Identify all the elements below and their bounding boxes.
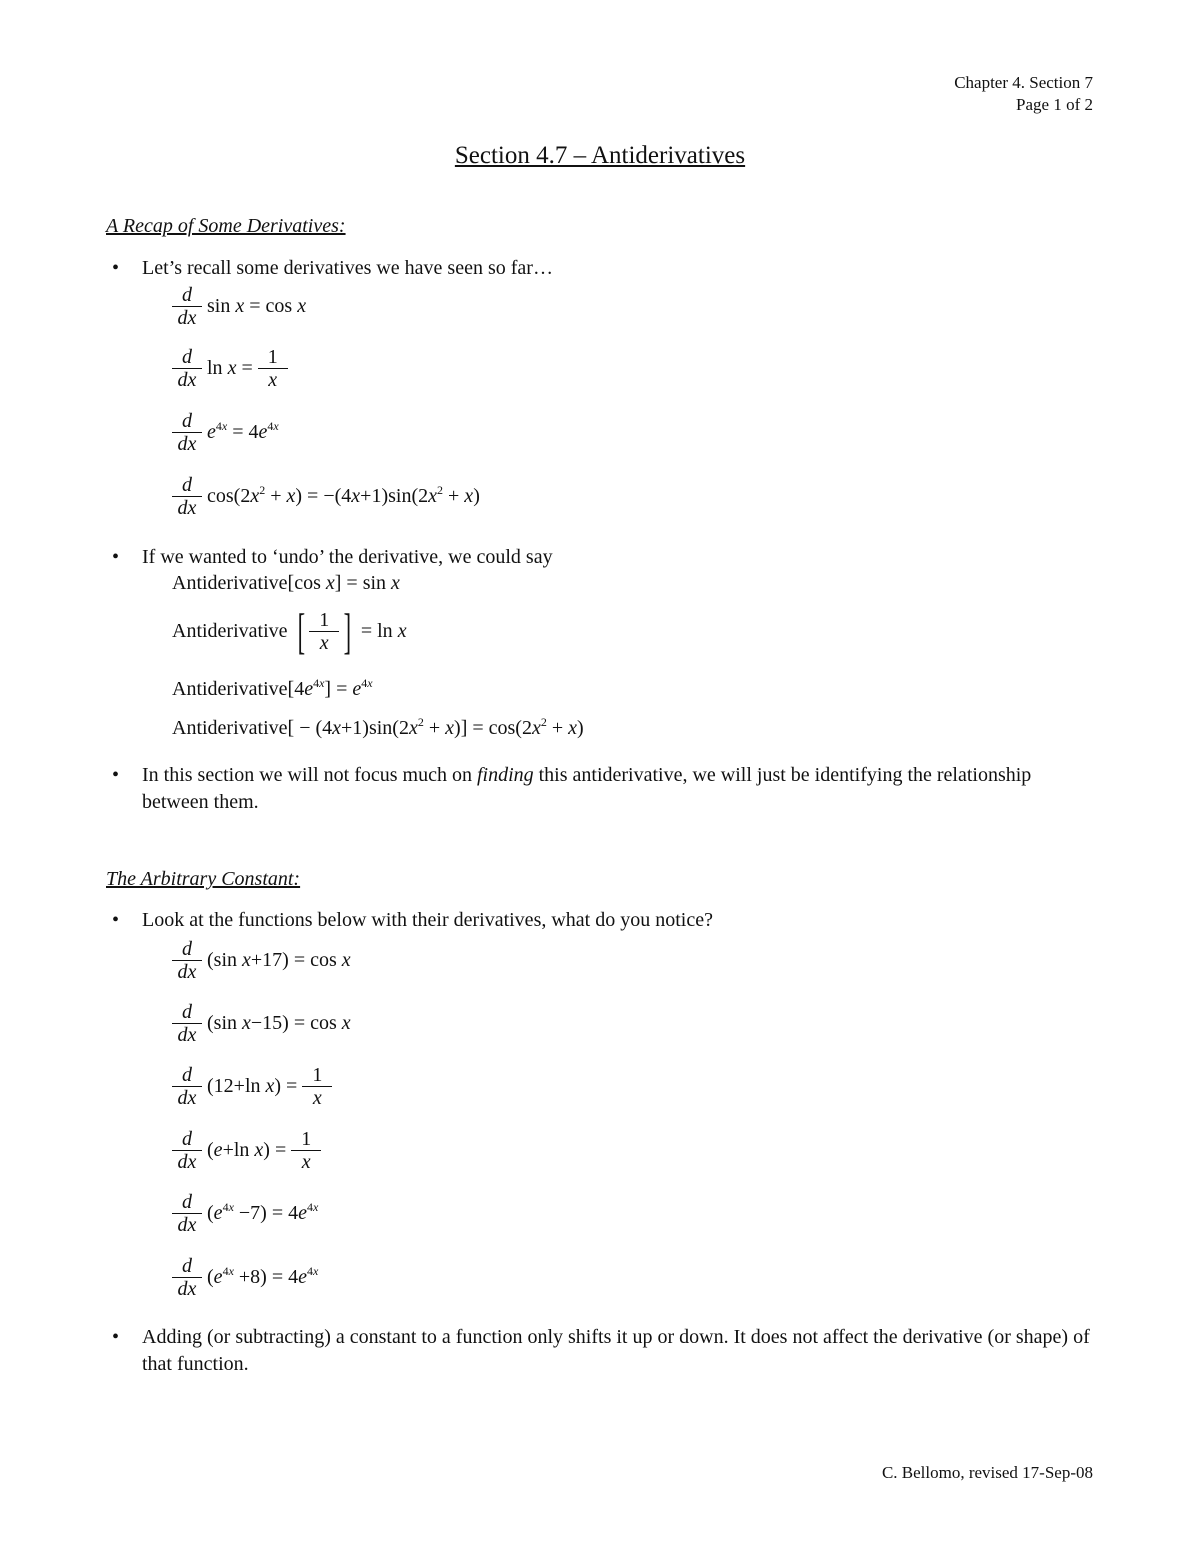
bullet-notice: • Look at the functions below with their derivatives, what do you notice? <box>106 907 1096 934</box>
bullet-focus: • In this section we will not focus much on finding this antiderivative, we will just be identifying the relationship between them. <box>112 764 1032 813</box>
equation-const-ln-12: $\frac{d}{dx}$ (12+ln x) = $\frac{1}{x}$ <box>172 1064 332 1109</box>
equation-const-exp-plus: $\frac{d}{dx}$ $(e^{4x} +8) = 4e^{4x}$ <box>172 1255 318 1300</box>
equation-deriv-exp: $\frac{d}{dx}$ $e^{4x} = 4e^{4x}$ <box>172 410 279 455</box>
bullet-dot: • <box>112 1326 120 1348</box>
header-page-number: Page 1 of 2 <box>1016 95 1093 114</box>
page-footer: C. Bellomo, revised 17-Sep-08 <box>881 1463 1093 1482</box>
bullet-recall: • Let’s recall some derivatives we have seen so far… <box>106 255 1096 282</box>
bullet-shift: • Adding (or subtracting) a constant to a function only shifts it up or down. It does not affect the derivative (or shape) of that function. <box>112 1326 1090 1375</box>
bullet-dot: • <box>112 257 120 279</box>
section-heading-constant: The Arbitrary Constant: <box>106 868 301 890</box>
equation-const-sin-plus: $\frac{d}{dx}$ (sin x+17) = cos x <box>172 938 351 983</box>
equation-anti-cos: Antiderivative[cos x] = sin x <box>172 572 400 594</box>
bullet-undo: • If we wanted to ‘undo’ the derivative, we could say <box>106 544 1096 571</box>
equation-const-exp-minus: $\frac{d}{dx}$ $(e^{4x} -7) = 4e^{4x}$ <box>172 1191 318 1236</box>
bullet-dot: • <box>112 546 120 568</box>
equation-anti-sin: Antiderivative[ − $(4x+1)\sin(2x^2 + x)] = \cos(2x^2 + x)$ <box>172 715 584 739</box>
equation-const-sin-minus: $\frac{d}{dx}$ (sin x−15) = cos x <box>172 1001 351 1046</box>
equation-anti-exp: $Antiderivative[4e^{4x}] = e^{4x}$ <box>172 676 373 700</box>
bullet-dot: • <box>112 909 120 931</box>
section-heading-recap: A Recap of Some Derivatives: <box>106 215 346 237</box>
page-header <box>954 72 1093 116</box>
equation-anti-reciprocal: Antiderivative [ $\frac{1}{x}$ ] = ln x <box>172 603 407 659</box>
equation-deriv-sin: $\frac{d}{dx}$ sin x = cos x <box>172 284 306 329</box>
equation-deriv-cos: $\frac{d}{dx}$ $\cos(2x^2 + x) = -(4x+1)\sin(2x^2 + x)$ <box>172 474 480 519</box>
equation-deriv-ln: $\frac{d}{dx}$ ln x = $\frac{1}{x}$ <box>172 346 288 391</box>
header-chapter: Chapter 4. Section 7 <box>954 73 1093 92</box>
equation-const-ln-e: $\frac{d}{dx}$ (e+ln x) = $\frac{1}{x}$ <box>172 1128 321 1173</box>
bullet-dot: • <box>112 764 120 786</box>
page-title: Section 4.7 – Antiderivatives <box>454 142 746 169</box>
